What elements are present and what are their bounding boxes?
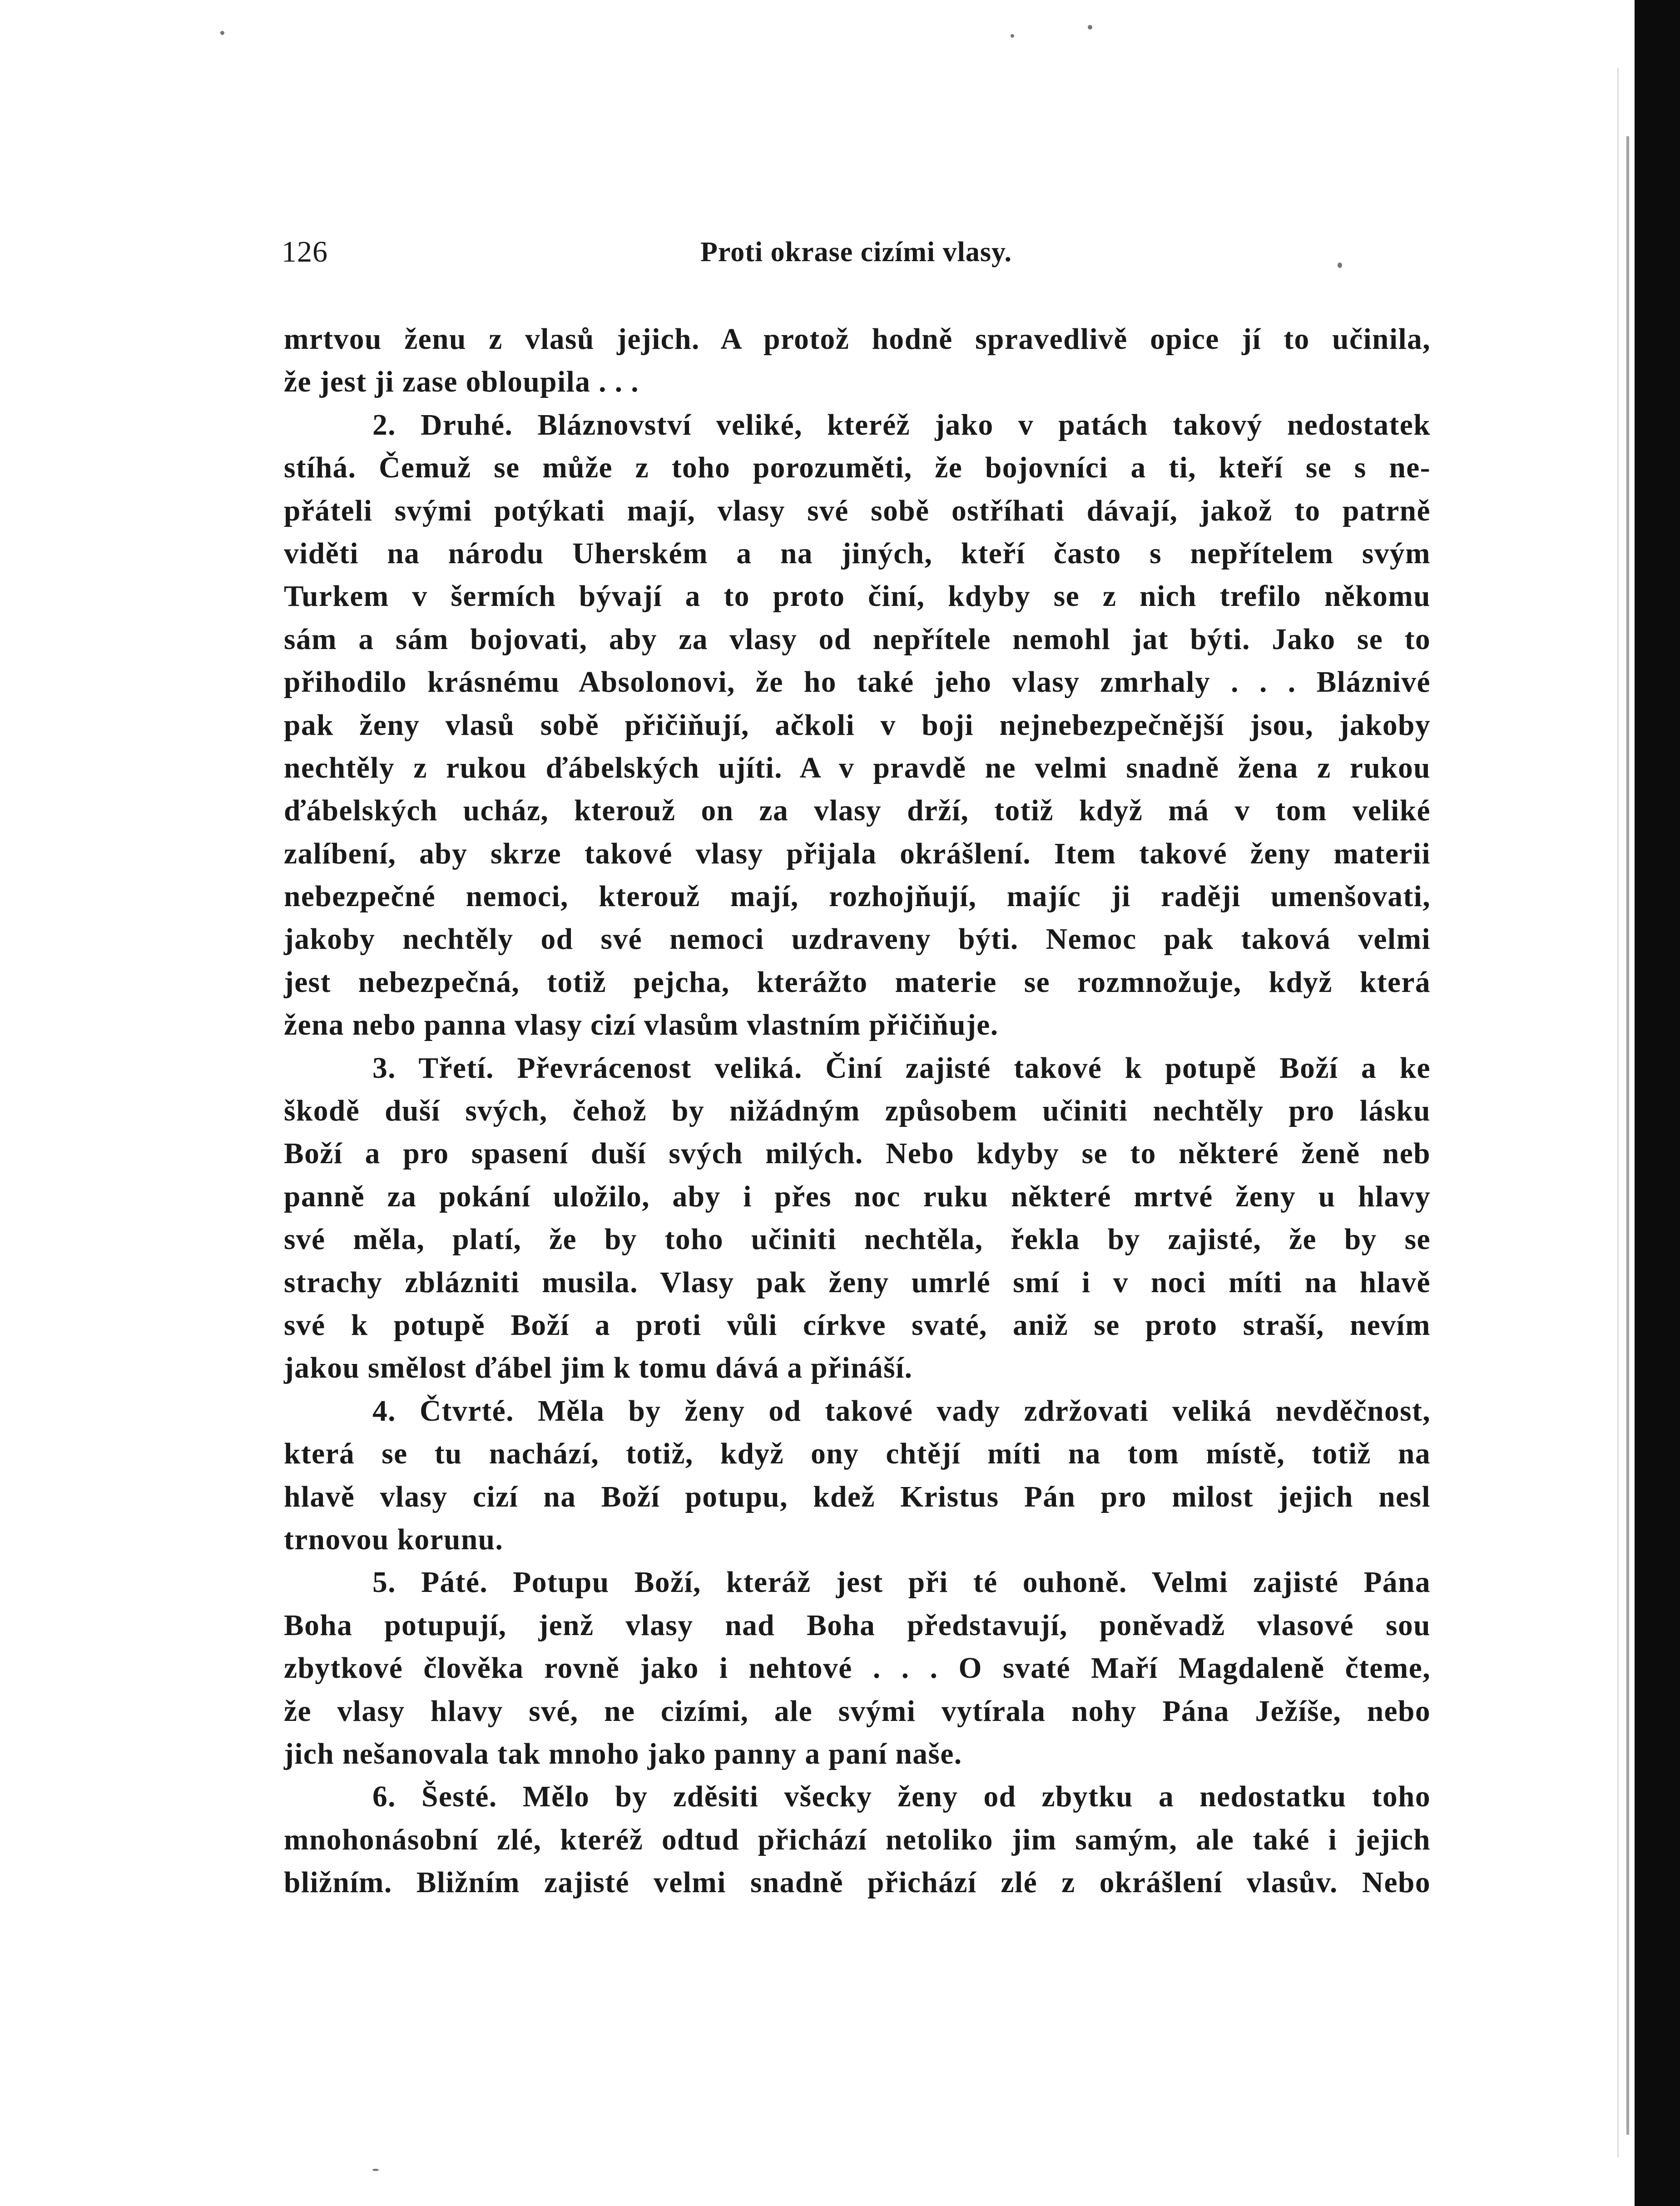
text-line: jest nebezpečná, totiž pejcha, kterážto materie se rozmnožuje, když která [284,966,1431,999]
text-line: že vlasy hlavy své, ne cizími, ale svými vytírala nohy Pána Ježíše, nebo [284,1695,1431,1728]
text-line: panně za pokání uložilo, aby i přes noc ruku některé mrtvé ženy u hlavy [284,1180,1431,1213]
text-line: mrtvou ženu z vlasů jejich. A protož hodně spravedlivě opice jí to učinila, [284,323,1431,356]
scan-border [1635,0,1680,2206]
text-line: bližním. Bližním zajisté velmi snadně přichází zlé z okrášlení vlasův. Nebo [284,1866,1431,1899]
text-line: strachy zblázniti musila. Vlasy pak ženy umrlé smí i v noci míti na hlavě [284,1266,1431,1299]
text-line: žena nebo panna vlasy cizí vlasům vlastním přičiňuje. [284,1009,999,1042]
scan-speck [220,31,224,35]
paragraph [284,404,1431,1047]
text-line: Turkem v šermích bývají a to proto činí, kdyby se z nich trefilo někomu [284,580,1431,613]
text-line: nebezpečné nemoci, kterouž mají, rozhojňují, majíc ji raději umenšovati, [284,880,1431,913]
text-line: viděti na národu Uherském a na jiných, kteří často s nepřítelem svým [284,537,1431,570]
text-line: zalíbení, aby skrze takové vlasy přijala okrášlení. Item takové ženy materii [284,837,1431,870]
text-line: škodě duší svých, čehož by nižádným způsobem učiniti nechtěly pro lásku [284,1095,1431,1128]
text-line: přáteli svými potýkati mají, vlasy své sobě ostříhati dávají, jakož to patrně [284,494,1431,527]
scan-speck [1011,34,1014,38]
page-edge-fold [1626,136,1629,2135]
page-header [282,229,1431,275]
text-line: stíhá. Čemuž se může z toho porozuměti, že bojovníci a ti, kteří se s ne- [284,451,1431,485]
scan-speck [372,2169,379,2171]
text-line: 6. Šesté. Mělo by zděsiti všecky ženy od zbytku a nedostatku toho [372,1780,1431,1814]
text-line: jich nešanovala tak mnoho jako panny a paní naše. [284,1737,962,1770]
text-line: zbytkové člověka rovně jako i nehtové . . . O svaté Maří Magdaleně čteme, [284,1652,1431,1685]
text-line: jakou smělost ďábel jim k tomu dává a přináší. [284,1352,913,1385]
text-line: nechtěly z rukou ďábelských ujíti. A v pravdě ne velmi snadně žena z rukou [284,751,1431,784]
text-line: hlavě vlasy cizí na Boží potupu, kdež Kristus Pán pro milost jejich nesl [284,1480,1431,1513]
page-edge-shadow [1617,68,1619,2157]
text-line: Boha potupují, jenž vlasy nad Boha představují, poněvadž vlasové sou [284,1609,1431,1642]
text-line: své měla, platí, že by toho učiniti nechtěla, řekla by zajisté, že by se [284,1223,1431,1256]
text-line: trnovou korunu. [284,1523,504,1556]
paragraph [284,1047,1431,1390]
text-line: 4. Čtvrté. Měla by ženy od takové vady zdržovati veliká nevděčnost, [372,1394,1431,1428]
text-line: jakoby nechtěly od své nemoci uzdraveny býti. Nemoc pak taková velmi [284,923,1431,956]
text-line: která se tu nachází, totiž, když ony chtějí míti na tom místě, totiž na [284,1438,1431,1471]
text-line: 5. Páté. Potupu Boží, kteráž jest při té ouhoně. Velmi zajisté Pána [372,1566,1431,1599]
text-line: pak ženy vlasů sobě přičiňují, ačkoli v boji nejnebezpečnější jsou, jakoby [284,709,1431,742]
running-title: Proti okrase cizími vlasy. [700,237,1012,268]
body-text [284,318,1431,1904]
text-line: 2. Druhé. Bláznovství veliké, kteréž jako v patách takový nedostatek [372,408,1431,441]
text-line: mnohonásobní zlé, kteréž odtud přichází netoliko jim samým, ale také i jejich [284,1823,1431,1856]
text-line: své k potupě Boží a proti vůli církve svaté, aniž se proto straší, nevím [284,1309,1431,1342]
text-line: sám a sám bojovati, aby za vlasy od nepřítele nemohl jat býti. Jako se to [284,623,1431,656]
paragraph [284,1775,1431,1904]
paragraph [284,1390,1431,1562]
text-line: ďábelských ucház, kterouž on za vlasy drží, totiž když má v tom veliké [284,794,1431,828]
text-line: 3. Třetí. Převrácenost veliká. Činí zajisté takové k potupě Boží a ke [372,1051,1431,1085]
paragraph [284,1561,1431,1775]
paragraph [284,318,1431,404]
page-number: 126 [282,235,328,268]
text-line: přihodilo krásnému Absolonovi, že ho také jeho vlasy zmrhaly . . . Bláznivé [284,666,1431,699]
scan-speck [1088,25,1092,30]
text-line: že jest ji zase obloupila . . . [284,366,639,399]
text-line: Boží a pro spasení duší svých milých. Nebo kdyby se to některé ženě neb [284,1137,1431,1170]
